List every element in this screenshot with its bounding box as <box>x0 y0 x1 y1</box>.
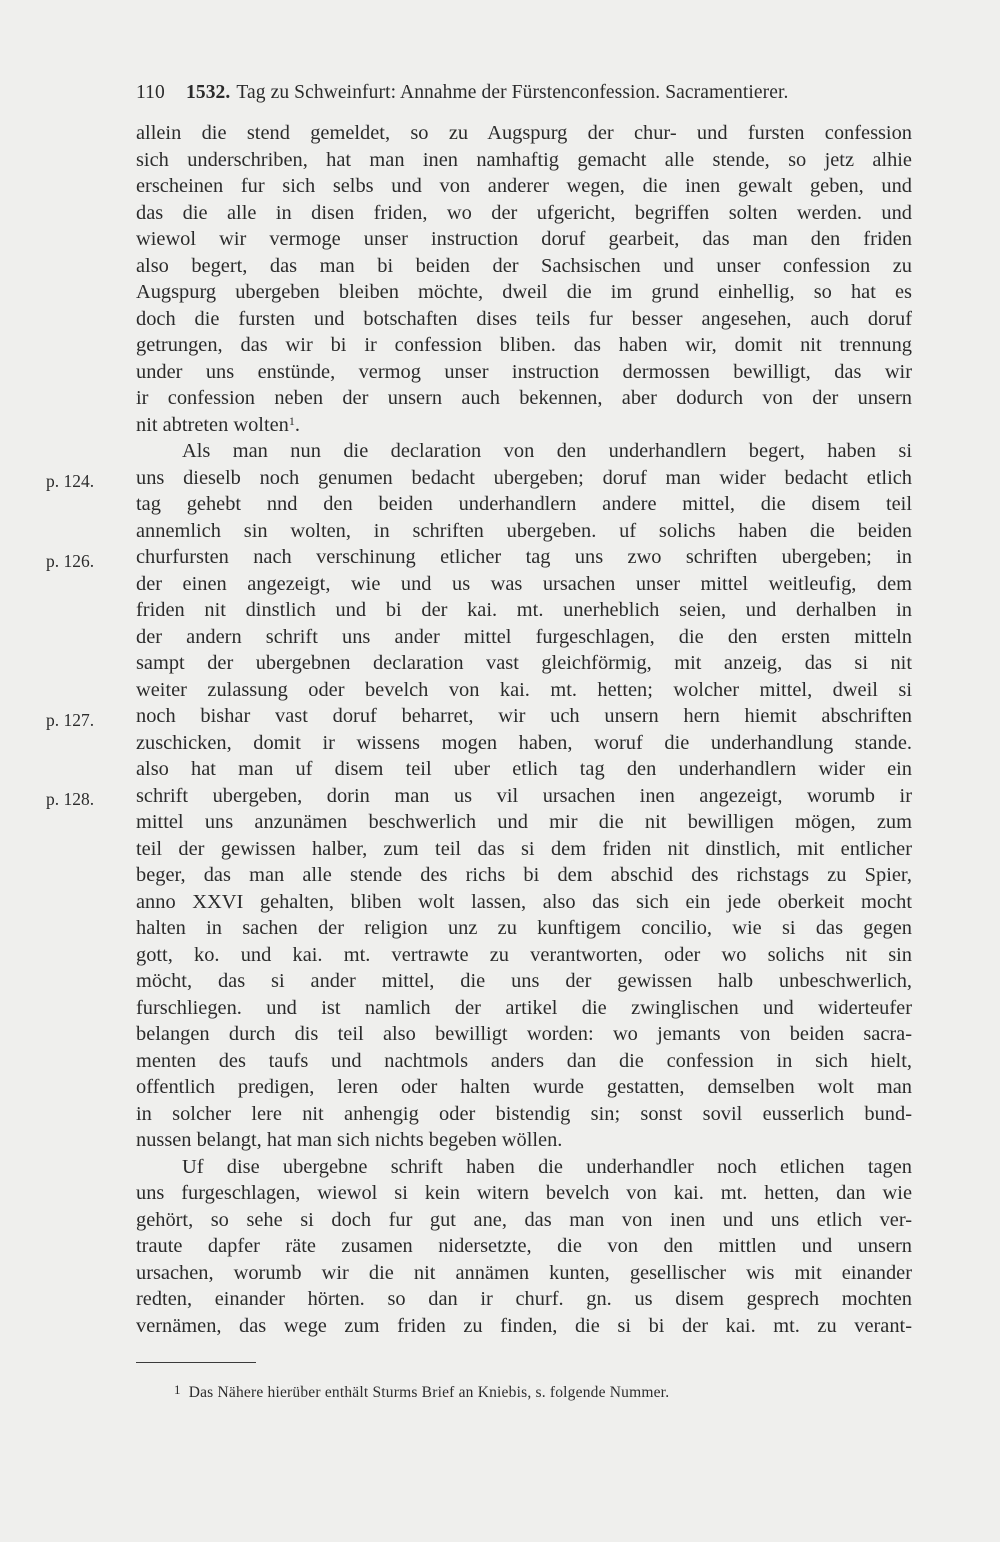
text-line: beger, das man alle stende des richs bi dem abschid des richstags zu Spier, <box>136 864 912 886</box>
text-line: doch die fursten und botschaften dises teils fur besser angesehen, auch doruf <box>136 307 912 330</box>
text-line: sich underschriben, hat man inen namhaftig gemacht alle stende, so jetz alhie <box>136 148 912 171</box>
footnote-mark: 1 <box>174 1382 181 1397</box>
footnote-divider <box>136 1362 256 1363</box>
text-line: Uf dise ubergebne schrift haben die underhandler noch etlichen tagen <box>182 1155 912 1178</box>
text-line: getrungen, das wir bi ir confession bliben. das haben wir, domit nit trennung <box>136 334 912 356</box>
footnote-reference: 1 <box>288 413 295 428</box>
text-line-end: . <box>294 413 300 436</box>
text-line: in solcher lere nit anhengig oder bistendig sin; sonst sovil eusserlich bund- <box>136 1102 912 1125</box>
text-line: offentlich predigen, leren oder halten wurde gestatten, demselben wolt man <box>136 1076 912 1098</box>
text-line: der einen angezeigt, wie und us was ursachen unser mittel weitleufig, dem <box>136 572 912 595</box>
text-line: tag gehebt nnd den beiden underhandlern andere mittel, die disem teil <box>136 493 912 515</box>
text-line: redten, einander hörten. so dan ir churf. gn. us disem gesprech mochten <box>136 1288 912 1310</box>
text-line: ir confession neben der unsern auch bekennen, aber dodurch von der unsern <box>136 387 912 409</box>
text-line: mittel uns anzunämen beschwerlich und mir die nit bewilligen mögen, zum <box>136 811 912 833</box>
margin-page-ref: p. 128. <box>46 789 95 809</box>
margin-page-ref: p. 124. <box>46 471 95 491</box>
text-line: menten des taufs und nachtmols anders dan die confession in sich hielt, <box>136 1049 912 1072</box>
text-line: anno XXVI gehalten, bliben wolt lassen, also das sich ein jede oberkeit mocht <box>136 890 912 913</box>
margin-page-ref: p. 126. <box>46 550 95 571</box>
text-line: wiewol wir vermoge unser instruction doruf gearbeit, das man den friden <box>136 228 912 250</box>
text-line: also hat man uf disem teil uber etlich tag den underhandlern wider ein <box>136 758 912 780</box>
text-line: weiter zulassung oder bevelch von kai. mt. hetten; wolcher mittel, dweil si <box>136 678 912 701</box>
text-line: möcht, das si ander mittel, die uns der gewissen halb unbeschwerlich, <box>136 970 912 992</box>
text-line: das die alle in disen friden, wo der ufgericht, begriffen solten werden. und <box>136 201 912 224</box>
header-year: 1532. <box>186 82 231 103</box>
text-line: vernämen, das wege zum friden zu finden, die si bi der kai. mt. zu verant- <box>136 1314 912 1337</box>
footnote <box>174 1378 669 1405</box>
text-line: erscheinen fur sich selbs und von anderer wegen, die inen gewalt geben, und <box>136 175 912 197</box>
text-line: ursachen, worumb wir die nit annämen kunten, gesellischer wis mit einander <box>136 1261 912 1284</box>
text-line: teil der gewissen halber, zum teil das si dem friden nit dinstlich, mit entlicher <box>136 837 912 860</box>
text-line: uns dieselb noch genumen bedacht ubergeben; doruf man wider bedacht etlich <box>136 466 912 489</box>
text-line: Als man nun die declaration von den underhandlern begert, haben si <box>182 440 912 462</box>
text-line: traute dapfer räte zusamen nidersetzte, die von den mittlen und unsern <box>136 1235 912 1257</box>
header-title: Tag zu Schweinfurt: Annahme der Fürstenconfession. Sacramentierer. <box>236 82 789 103</box>
text-line: nussen belangt, hat man sich nichts begeben wöllen. <box>136 1129 563 1151</box>
text-line: gott, ko. und kai. mt. vertrawte zu verantworten, oder wo solichs nit sin <box>136 943 912 966</box>
text-line: furschliegen. und ist namlich der artikel die zwinglischen und widerteufer <box>136 996 912 1019</box>
text-line: also begert, das man bi beiden der Sachsischen und unser confession zu <box>136 254 912 277</box>
text-line: sampt der ubergebnen declaration vast gleichförmig, mit anzeig, das si nit <box>136 652 912 674</box>
text-line: gehört, so sehe si doch fur gut ane, das man von inen und uns etlich ver- <box>136 1208 912 1231</box>
text-line: under uns enstünde, vermog unser instruction dermossen bewilligt, das wir <box>136 360 912 383</box>
margin-page-ref: p. 127. <box>46 709 95 730</box>
text-line: schrift ubergeben, dorin man us vil ursachen inen angezeigt, worumb ir <box>136 784 912 807</box>
text-line: zuschicken, domit ir wissens mogen haben, woruf die underhandlung stande. <box>136 731 912 754</box>
text-line: uns furgeschlagen, wiewol si kein witern bevelch von kai. mt. hetten, dan wie <box>136 1182 912 1204</box>
text-line: allein die stend gemeldet, so zu Augspurg der chur- und fursten confession <box>136 122 912 144</box>
text-line: der andern schrift uns ander mittel furgeschlagen, die den ersten mitteln <box>136 625 912 648</box>
page-number: 110 <box>136 82 165 103</box>
text-line <box>136 412 912 439</box>
text-line: Augspurg ubergeben bleiben möchte, dweil die im grund einhellig, so hat es <box>136 281 912 303</box>
body-text <box>136 120 912 1339</box>
footnote-text: Das Nähere hierüber enthält Sturms Brief an Kniebis, s. folgende Nummer. <box>188 1384 670 1401</box>
text-line: belangen durch dis teil also bewilligt worden: wo jemants von beiden sacra- <box>136 1023 912 1045</box>
text-line: annemlich sin wolten, in schriften ubergeben. uf solichs haben die beiden <box>136 519 912 542</box>
text-line: churfursten nach verschinung etlicher tag uns zwo schriften ubergeben; in <box>136 546 912 568</box>
text-line-content: nit abtreten wolten <box>136 413 289 436</box>
text-line: noch bishar vast doruf beharret, wir uch unsern hern hiemit abschriften <box>136 705 912 727</box>
running-header <box>136 78 906 108</box>
text-line: friden nit dinstlich und bi der kai. mt. unerheblich seien, und derhalben in <box>136 599 912 621</box>
text-line: halten in sachen der religion unz zu kunftigem concilio, wie si das gegen <box>136 917 912 939</box>
